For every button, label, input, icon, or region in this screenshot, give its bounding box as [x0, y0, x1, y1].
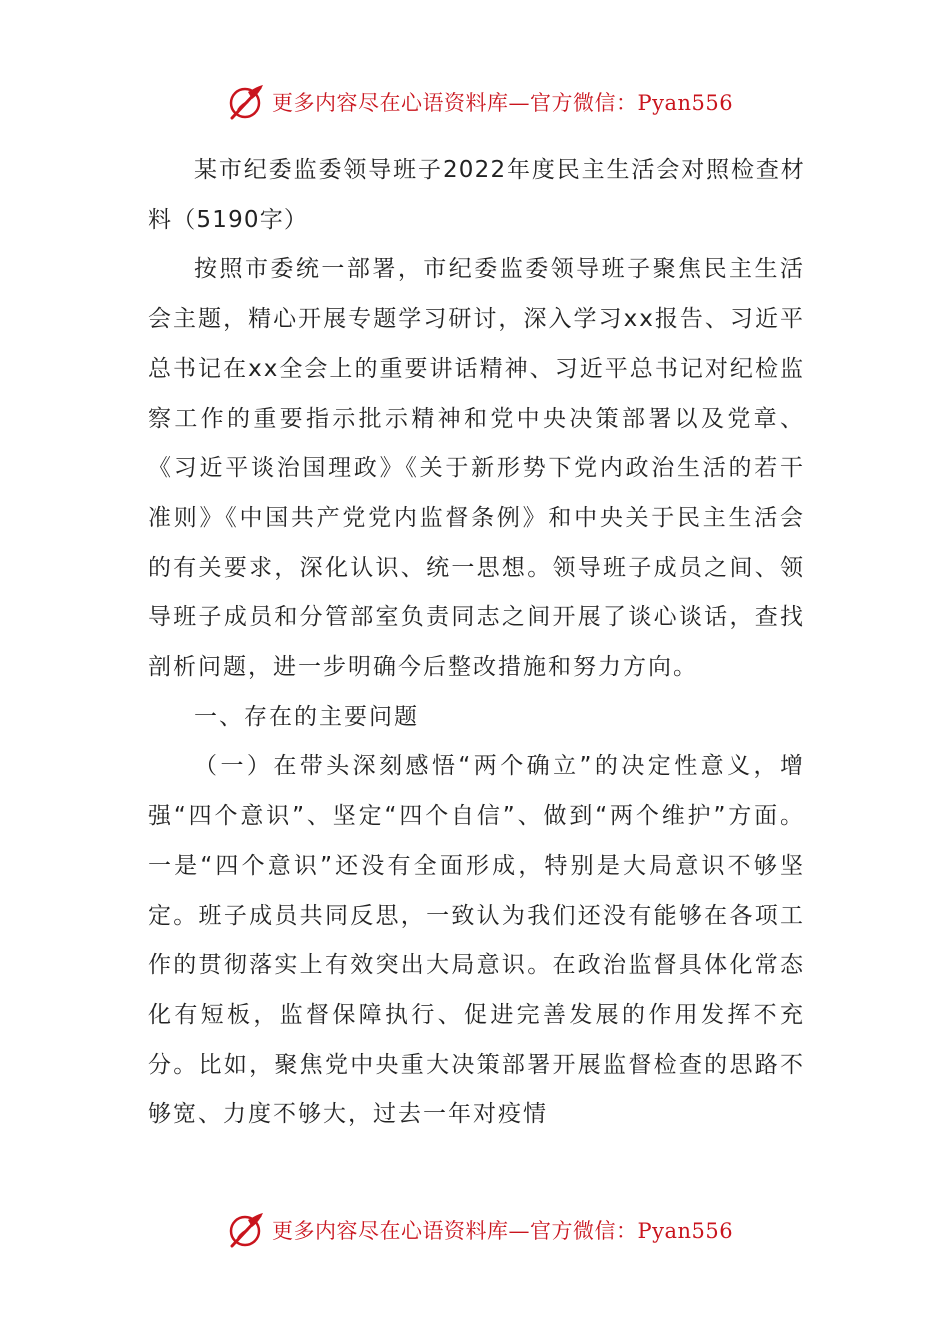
quill-logo-icon	[226, 1210, 266, 1250]
footer-banner-text: 更多内容尽在心语资料库—官方微信：Pyan556	[272, 1219, 734, 1243]
footer-banner	[226, 1210, 746, 1250]
document-body	[148, 146, 805, 1140]
quill-logo-icon	[226, 82, 266, 122]
document-title: 某市纪委监委领导班子2022年度民主生活会对照检查材料（5190字）	[148, 157, 805, 233]
paragraph-intro: 按照市委统一部署，市纪委监委领导班子聚焦民主生活会主题，精心开展专题学习研讨，深入学习xx报告、习近平总书记在xx全会上的重要讲话精神、习近平总书记对纪检监察工作的重要指示批示精神和党中央决策部署以及党章、《习近平谈治国理政》《关于新形势下党内政治生活的若干准则》《中国共产党党内监督条例》和中央关于民主生活会的有关要求，深化认识、统一思想。领导班子成员之间、领导班子成员和分管部室负责同志之间开展了谈心谈话，查找剖析问题，进一步明确今后整改措施和努力方向。	[148, 256, 805, 681]
header-banner	[226, 82, 746, 122]
section-heading: 一、存在的主要问题	[194, 703, 419, 730]
header-banner-text: 更多内容尽在心语资料库—官方微信：Pyan556	[272, 91, 734, 115]
paragraph-section-1: （一）在带头深刻感悟“两个确立”的决定性意义，增强“四个意识”、坚定“四个自信”、做到“两个维护”方面。一是“四个意识”还没有全面形成，特别是大局意识不够坚定。班子成员共同反思，一致认为我们还没有能够在各项工作的贯彻落实上有效突出大局意识。在政治监督具体化常态化有短板，监督保障执行、促进完善发展的作用发挥不充分。比如，聚焦党中央重大决策部署开展监督检查的思路不够宽、力度不够大，过去一年对疫情	[148, 753, 805, 1128]
